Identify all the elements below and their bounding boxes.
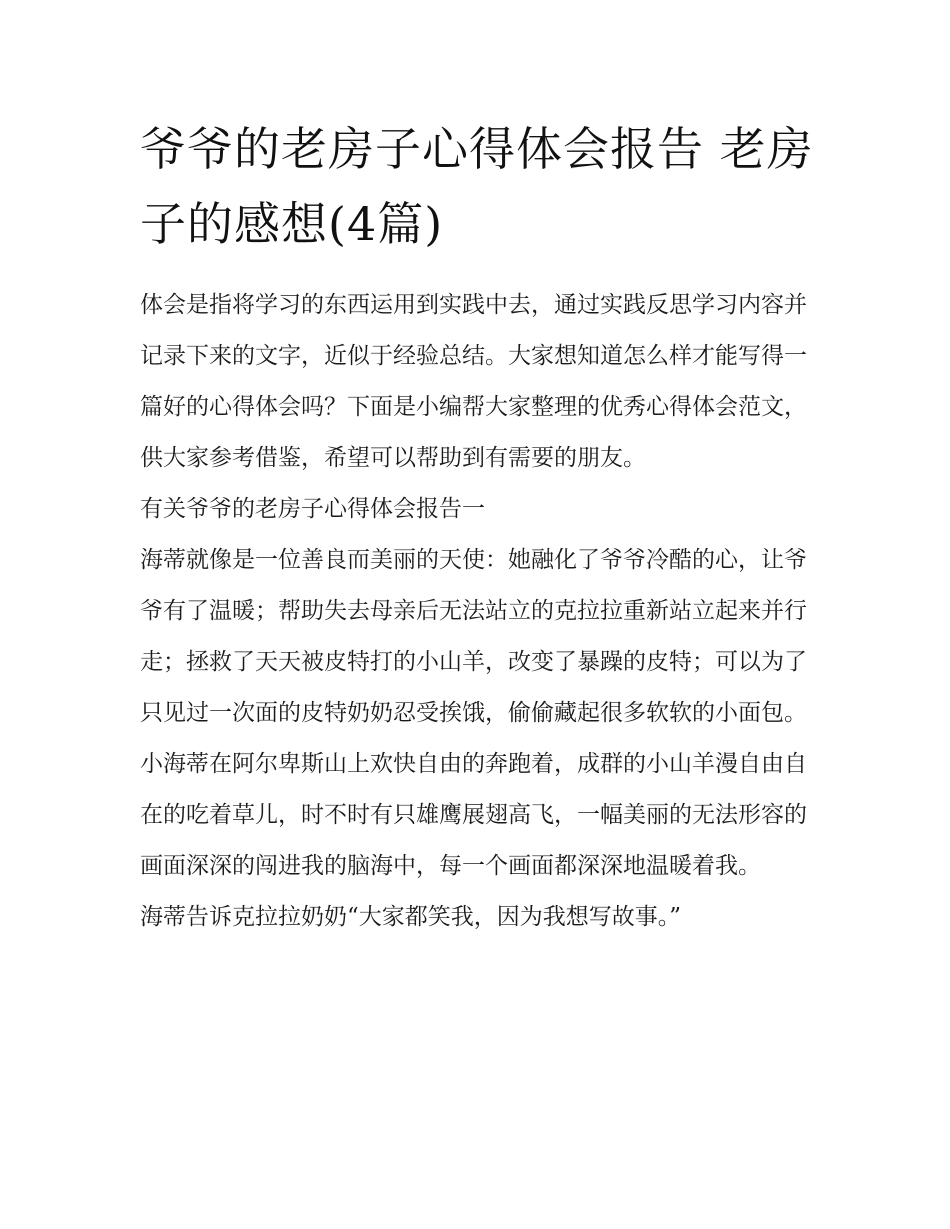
document-page [140, 112, 820, 943]
body-paragraph: 海蒂就像是一位善良而美丽的天使：她融化了爷爷冷酷的心，让爷爷有了温暖；帮助失去母亲后无法站立的克拉拉重新站立起来并行走；拯救了天天被皮特打的小山羊，改变了暴躁的皮特；可以为了只见过一次面的皮特奶奶忍受挨饿，偷偷藏起很多软软的小面包。 [140, 547, 807, 726]
document-title: 爷爷的老房子心得体会报告 老房子的感想(4篇) [140, 122, 814, 251]
body-paragraph: 小海蒂在阿尔卑斯山上欢快自由的奔跑着，成群的小山羊漫自由自在的吃着草儿，时不时有只雄鹰展翅高飞，一幅美丽的无法形容的画面深深的闯进我的脑海中，每一个画面都深深地温暖着我。 [140, 751, 807, 879]
body-paragraph: 海蒂告诉克拉拉奶奶“大家都笑我，因为我想写故事。” [140, 904, 682, 930]
intro-paragraph: 体会是指将学习的东西运用到实践中去，通过实践反思学习内容并记录下来的文字，近似于经验总结。大家想知道怎么样才能写得一篇好的心得体会吗？下面是小编帮大家整理的优秀心得体会范文，供大家参考借鉴，希望可以帮助到有需要的朋友。 [140, 292, 807, 471]
section-heading: 有关爷爷的老房子心得体会报告一 [140, 496, 485, 522]
